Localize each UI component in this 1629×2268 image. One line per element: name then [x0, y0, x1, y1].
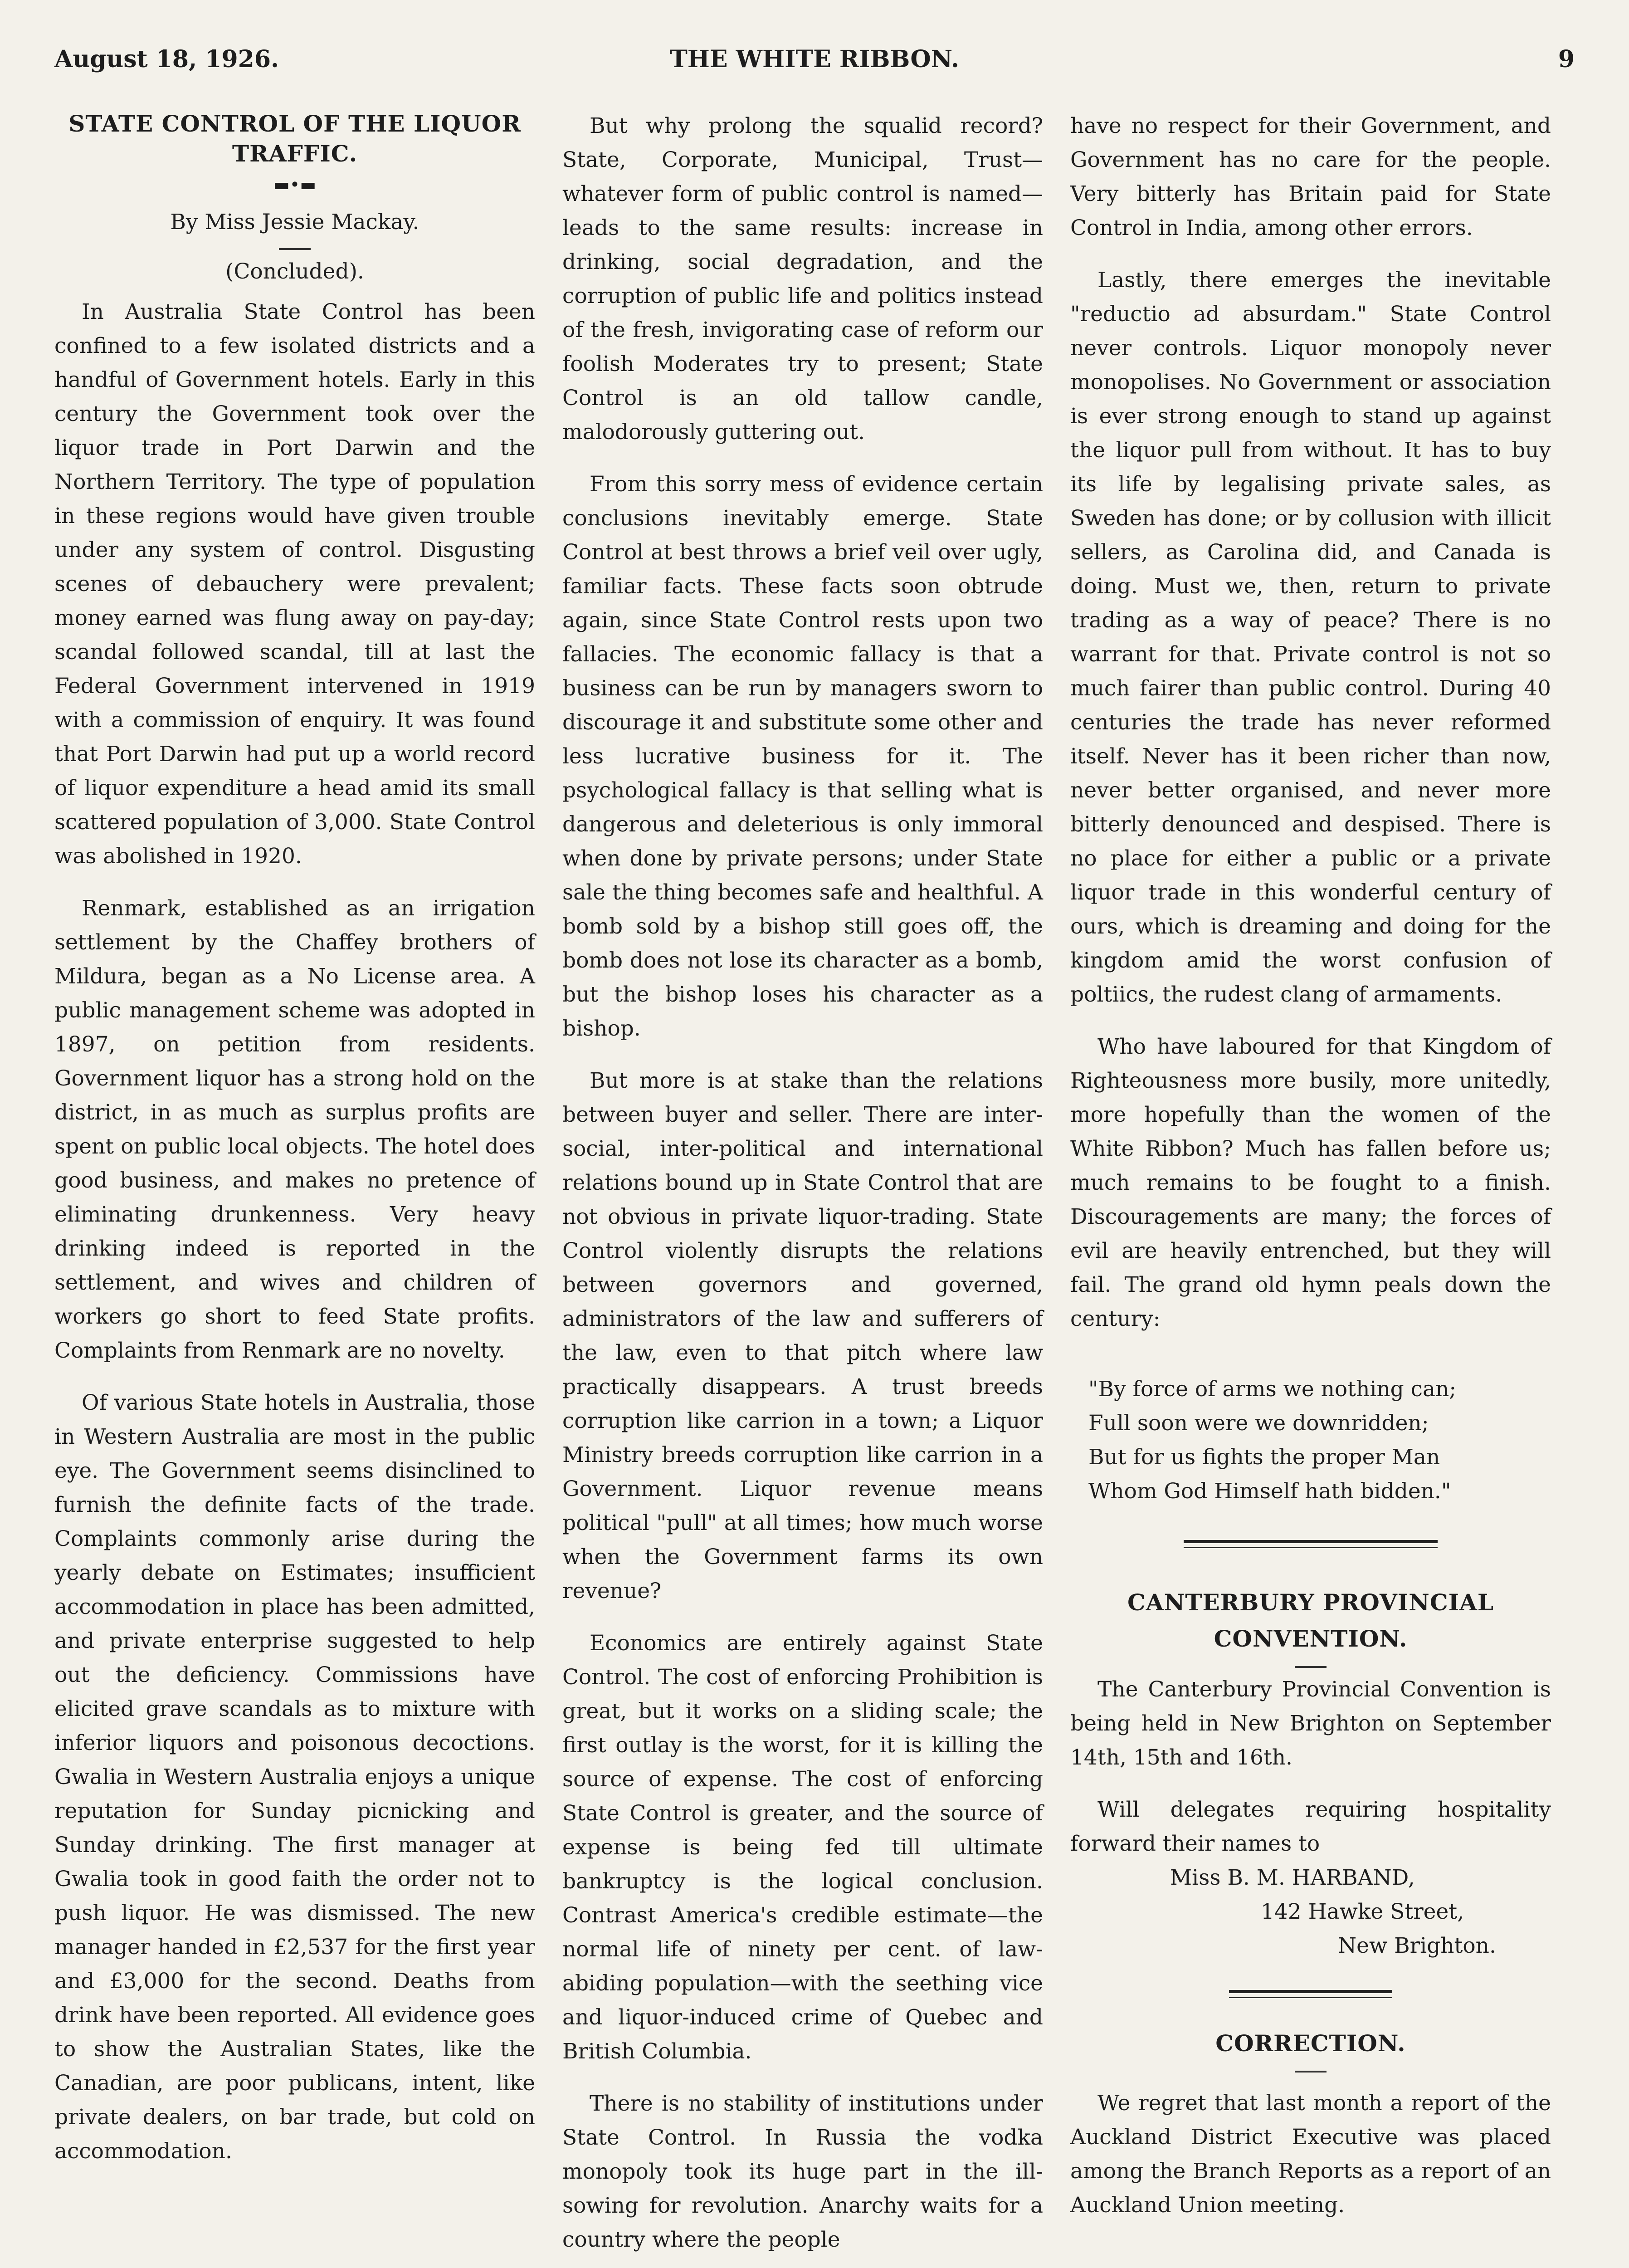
hymn-line: Whom God Himself hath bidden." [1088, 1479, 1451, 1504]
hymn-line: Full soon were we downridden; [1088, 1411, 1429, 1436]
article-byline: By Miss Jessie Mackay. [170, 210, 419, 235]
article-paragraph: Renmark, established as an irrigation settlement by the Chaffey brothers of Mildura, began as a No License area. A public management scheme was adopted in 1897, on petition from residents. Government liquor has a strong hold on the district, in as much as surplus profits are spent on public local objects. The hotel does good business, and makes no pretence of eliminating drunkenness. Very heavy drinking indeed is reported in the settlement, and wives and children of workers go short to feed State profits. Complaints from Renmark are no novelty. [54, 896, 535, 1363]
column-2 [562, 109, 1043, 2268]
column-3 [1070, 109, 1551, 2240]
article-paragraph: But more is at stake than the relations between buyer and seller. There are inter-social, inter-political and international relations bound up in State Control that are not obvious in private liquor-trading. State Control violently disrupts the relations between governors and governed, administrators of the law and sufferers of the law, even to that pitch where law practically disappears. A trust breeds corruption like carrion in a town; a Liquor Ministry breeds corruption like carrion in a Government. Liquor revenue means political "pull" at all times; how much worse when the Government farms its own revenue? [562, 1068, 1043, 1603]
contact-address [1070, 1861, 1551, 1963]
address-name: Miss B. M. HARBAND, [1170, 1865, 1415, 1890]
article-paragraph: Who have laboured for that Kingdom of Righteousness more busily, more unitedly, more hopefully than the women of the White Ribbon? Much has fallen before us; much remains to be fought to a finish. Discouragements are many; the forces of evil are heavily entrenched, but they will fail. The grand old hymn peals down the century: [1070, 1034, 1551, 1331]
hymn-quote [1088, 1372, 1551, 1508]
article-paragraph: There is no stability of institutions under State Control. In Russia the vodka monopoly took its huge part in the ill-sowing for revolution. Anarchy waits for a country where the people [562, 2091, 1043, 2252]
section-rule [1295, 2071, 1327, 2072]
newspaper-title: THE WHITE RIBBON. [670, 45, 959, 73]
byline-rule [279, 248, 311, 250]
section-divider [1229, 1990, 1392, 1998]
correction-text: We regret that last month a report of the Auckland District Executive was placed among the Branch Reports as a report of an Auckland Union meeting. [1070, 2091, 1551, 2218]
address-street: 142 Hawke Street, [1261, 1899, 1464, 1924]
canterbury-title-line-1: CANTERBURY PROVINCIAL [1127, 1589, 1494, 1616]
page-header [54, 45, 1575, 82]
article-title [54, 109, 535, 169]
article-paragraph: Lastly, there emerges the inevitable "reductio ad absurdam." State Control never controls. Liquor monopoly never monopolises. No Government or association is ever strong enough to stand up against the liquor pull from without. It has to buy its life by legalising private sales, as Sweden has done; or by collusion with illicit sellers, as Carolina did, and Canada is doing. Must we, then, return to private trading as a way of peace? There is no warrant for that. Private control is not so much fairer than public control. During 40 centuries the trade has never reformed itself. Never has it been richer than now, never better organised, and never more bitterly denounced and despised. There is no place for either a public or a private liquor trade in this wonderful century of ours, which is dreaming and doing for the kingdom amid the worst confusion of poltiics, the rudest clang of armaments. [1070, 268, 1551, 1007]
page-number: 9 [1558, 45, 1575, 73]
column-1 [54, 109, 535, 2186]
hymn-line: "By force of arms we nothing can; [1088, 1377, 1457, 1402]
correction-title: CORRECTION. [1215, 2030, 1406, 2057]
section-divider [1184, 1540, 1438, 1548]
notice-paragraph: The Canterbury Provincial Convention is being held in New Brighton on September 14th, 15th and 16th. [1070, 1677, 1551, 1770]
issue-date: August 18, 1926. [54, 45, 279, 73]
title-ornament: ▬•▬ [273, 175, 317, 195]
address-town: New Brighton. [1338, 1933, 1496, 1958]
article-paragraph: From this sorry mess of evidence certain conclusions inevitably emerge. State Control at best throws a brief veil over ugly, familiar facts. These facts soon obtrude again, since State Control rests upon two fallacies. The economic fallacy is that a business can be run by managers sworn to discourage it and substitute some other and less lucrative business for it. The psychological fallacy is that selling what is dangerous and deleterious is only immoral when done by private persons; under State sale the thing becomes safe and healthful. A bomb sold by a bishop still goes off, the bomb does not lose its character as a bomb, but the bishop loses his character as a bishop. [562, 472, 1043, 1041]
section-rule [1295, 1666, 1327, 1668]
canterbury-title [1070, 1584, 1551, 1657]
concluded-note: (Concluded). [225, 259, 364, 284]
canterbury-notice [1070, 1672, 1551, 1861]
article-paragraph: In Australia State Control has been confined to a few isolated districts and a handful of Government hotels. Early in this century the Government took over the liquor trade in Port Darwin and the Northern Territory. The type of population in these regions would have given trouble under any system of control. Disgusting scenes of debauchery were prevalent; money earned was flung away on pay-day; scandal followed scandal, till at last the Federal Government intervened in 1919 with a commission of enquiry. It was found that Port Darwin had put up a world record of liquor expenditure a head amid its small scattered population of 3,000. State Control was abolished in 1920. [54, 299, 535, 869]
article-paragraph: But why prolong the squalid record? State, Corporate, Municipal, Trust—whatever form of public control is named—leads to the same results: increase in drinking, social degradation, and the corruption of public life and politics instead of the fresh, invigorating case of reform our foolish Moderates try to present; State Control is an old tallow candle, malodorously guttering out. [562, 113, 1043, 445]
canterbury-title-line-2: CONVENTION. [1214, 1625, 1408, 1652]
article-paragraph: Of various State hotels in Australia, those in Western Australia are most in the public eye. The Government seems disinclined to furnish the definite facts of the trade. Complaints commonly arise during the yearly debate on Estimates; insufficient accommodation in place has been admitted, and private enterprise suggested to help out the deficiency. Commissions have elicited grave scandals as to mixture with inferior liquors and poisonous decoctions. Gwalia in Western Australia enjoys a unique reputation for Sunday picnicking and Sunday drinking. The first manager at Gwalia took in good faith the order not to push liquor. He was dismissed. The new manager handed in £2,537 for the first year and £3,000 for the second. Deaths from drink have been reported. All evidence goes to show the Australian States, like the Canadian, are poor publicans, intent, like private dealers, on bar trade, but cold on accommodation. [54, 1390, 535, 2164]
article-title-line-2: TRAFFIC. [232, 140, 358, 167]
notice-paragraph: Will delegates requiring hospitality forward their names to [1070, 1797, 1551, 1856]
article-title-line-1: STATE CONTROL OF THE LIQUOR [68, 110, 521, 137]
article-paragraph: Economics are entirely against State Control. The cost of enforcing Prohibition is great, but it works on a sliding scale; the first outlay is the worst, for it is killing the source of expense. The cost of enforcing State Control is greater, and the source of expense is being fed till ultimate bankruptcy is the logical conclusion. Contrast America's credible estimate—the normal life of ninety per cent. of law-abiding population—with the seething vice and liquor-induced crime of Quebec and British Columbia. [562, 1631, 1043, 2064]
article-paragraph: have no respect for their Government, and Government has no care for the people. Very bitterly has Britain paid for State Control in India, among other errors. [1070, 113, 1551, 240]
hymn-line: But for us fights the proper Man [1088, 1445, 1440, 1470]
